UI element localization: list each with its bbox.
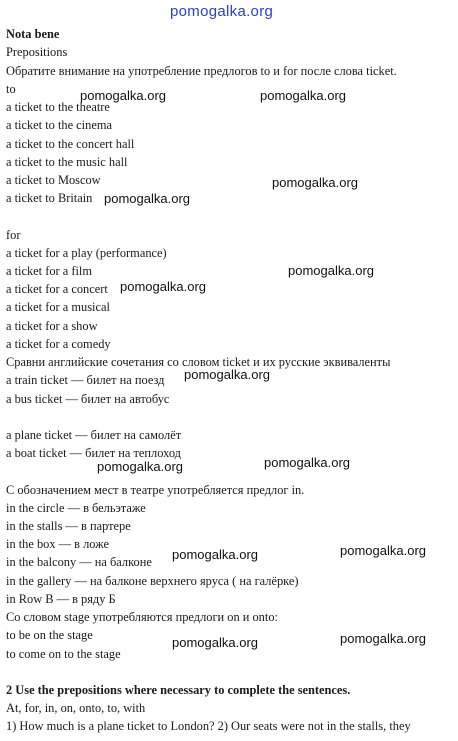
text-line: С обозначением мест в театре употребляется предлог in. (6, 483, 305, 497)
watermark-text: pomogalka.org (264, 455, 350, 470)
prepositions-heading: Prepositions (6, 45, 68, 59)
text-line: a ticket for a play (performance) (6, 246, 167, 260)
text-line: a ticket to the cinema (6, 118, 112, 132)
watermark-text: pomogalka.org (184, 367, 270, 382)
watermark-text: pomogalka.org (104, 191, 190, 206)
text-line: a ticket for a comedy (6, 337, 111, 351)
watermark-text: pomogalka.org (97, 459, 183, 474)
text-line: Сравни английские сочетания со словом ticket и их русские эквиваленты (6, 355, 391, 369)
text-line: a ticket to the music hall (6, 155, 128, 169)
watermark-text: pomogalka.org (340, 543, 426, 558)
text-line: a ticket for a film (6, 264, 93, 278)
text-line: Обратите внимание на употребление предлогов to и for после слова ticket. (6, 64, 397, 78)
watermark-text: pomogalka.org (288, 263, 374, 278)
text-line: in the circle — в бельэтаже (6, 501, 146, 515)
nota-bene-heading: Nota bene (6, 27, 60, 41)
text-line: for (6, 228, 21, 242)
text-line: a ticket for a show (6, 319, 98, 333)
site-watermark-header: pomogalka.org (170, 3, 274, 20)
text-line: in the balcony — на балконе (6, 555, 152, 569)
watermark-text: pomogalka.org (120, 279, 206, 294)
text-line: in the gallery — на балконе верхнего яруса ( на галёрке) (6, 574, 299, 588)
text-line: a ticket to Moscow (6, 173, 101, 187)
text-line: to be on the stage (6, 628, 93, 642)
text-line: a plane ticket — билет на самолёт (6, 428, 182, 442)
watermark-text: pomogalka.org (172, 547, 258, 562)
text-line: to (6, 82, 16, 96)
watermark-text: pomogalka.org (340, 631, 426, 646)
watermark-text: pomogalka.org (260, 88, 346, 103)
text-line: in the stalls — в партере (6, 519, 131, 533)
text-line: a bus ticket — билет на автобус (6, 392, 170, 406)
text-line: a ticket to Britain (6, 191, 93, 205)
watermark-text: pomogalka.org (172, 635, 258, 650)
text-line: a ticket for a musical (6, 300, 110, 314)
text-line: in Row B — в ряду Б (6, 592, 116, 606)
text-line: to come on to the stage (6, 647, 121, 661)
watermark-text: pomogalka.org (272, 175, 358, 190)
text-line: At, for, in, on, onto, to, with (6, 701, 146, 715)
text-line: Со словом stage употребляются предлоги on и onto: (6, 610, 278, 624)
text-line: a ticket for a concert (6, 282, 108, 296)
text-line: a ticket to the concert hall (6, 137, 135, 151)
exercise-heading: 2 Use the prepositions where necessary to complete the sentences. (6, 683, 351, 697)
text-line: 1) How much is a plane ticket to London? 2) Our seats were not in the stalls, they (6, 719, 411, 733)
text-line: in the box — в ложе (6, 537, 110, 551)
text-line: a boat ticket — билет на теплоход (6, 446, 181, 460)
text-line: a ticket to the theatre (6, 100, 110, 114)
watermark-text: pomogalka.org (80, 88, 166, 103)
text-line: a train ticket — билет на поезд (6, 373, 165, 387)
